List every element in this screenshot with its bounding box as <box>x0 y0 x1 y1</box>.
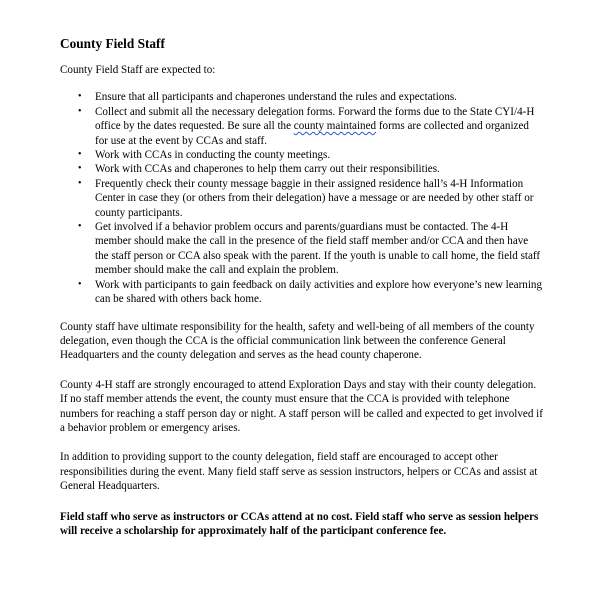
bullet-icon: • <box>78 91 82 103</box>
list-item <box>78 90 544 104</box>
list-item <box>78 162 544 176</box>
paragraph-attendance: County 4-H staff are strongly encouraged to attend Exploration Days and stay with their county delegation. If no staff member attends the event, the county must ensure that the CCA is provided with telephone numbers for reaching a staff person day or night. A staff person will be called and expected to get involved if a behavior problem or emergency arises. <box>60 378 543 434</box>
list-item-text-tail: forms are collected and organized for use at the event by CCAs and staff. <box>95 120 529 147</box>
intro-text: County Field Staff are expected to: <box>60 64 216 76</box>
list-item-text: Ensure that all participants and chaperones understand the rules and expectations. <box>95 91 457 104</box>
document-page <box>60 36 544 538</box>
list-item <box>78 105 544 148</box>
list-item-text: Frequently check their county message baggie in their assigned residence hall’s 4-H Information Center in case they (or others from their delegation) have a message or are needed by other staff or county participants. <box>95 177 534 219</box>
spellcheck-underlined-text: county maintained <box>293 120 377 133</box>
bullet-icon: • <box>78 278 82 290</box>
list-item-text: Get involved if a behavior problem occurs and parents/guardians must be contacted. The 4-H member should make the call in the presence of the field staff member and/or CCA and then have the staff person or CCA also speak with the parent. If the youth is unable to call home, the field staff member should make the call and explain the problem. <box>95 221 541 277</box>
list-item <box>78 278 544 307</box>
section-heading: County Field Staff <box>60 36 165 51</box>
list-item <box>78 177 544 220</box>
list-item-text: Work with CCAs in conducting the county meetings. <box>95 149 331 162</box>
list-item <box>78 148 544 162</box>
paragraph-cost-note: Field staff who serve as instructors or CCAs attend at no cost. Field staff who serve as session helpers will receive a scholarship for approximately half of the participant conference fee. <box>60 510 539 537</box>
bullet-icon: • <box>78 149 82 161</box>
paragraph-responsibility: County staff have ultimate responsibility for the health, safety and well-being of all members of the county delegation, even though the CCA is the official communication link between the conference General Headquarters and the county delegation and serves as the head county chaperone. <box>60 320 535 362</box>
bullet-icon: • <box>78 177 82 189</box>
bullet-icon: • <box>78 221 82 233</box>
bullet-icon: • <box>78 105 82 117</box>
paragraph-other-roles: In addition to providing support to the county delegation, field staff are encouraged to accept other responsibilities during the event. Many field staff serve as session instructors, helpers or CCAs and assist at General Headquarters. <box>60 451 538 493</box>
list-item-text: Work with participants to gain feedback on daily activities and explore how everyone’s new learning can be shared with others back home. <box>95 278 543 306</box>
bullet-icon: • <box>78 163 82 175</box>
list-item-text: Collect and submit all the necessary delegation forms. Forward the forms due to the State CYI/4-H office by the dates requested. Be sure all the <box>95 105 535 133</box>
list-item-text: Work with CCAs and chaperones to help them carry out their responsibilities. <box>95 163 440 176</box>
list-item <box>78 220 544 278</box>
responsibilities-list <box>60 90 544 306</box>
